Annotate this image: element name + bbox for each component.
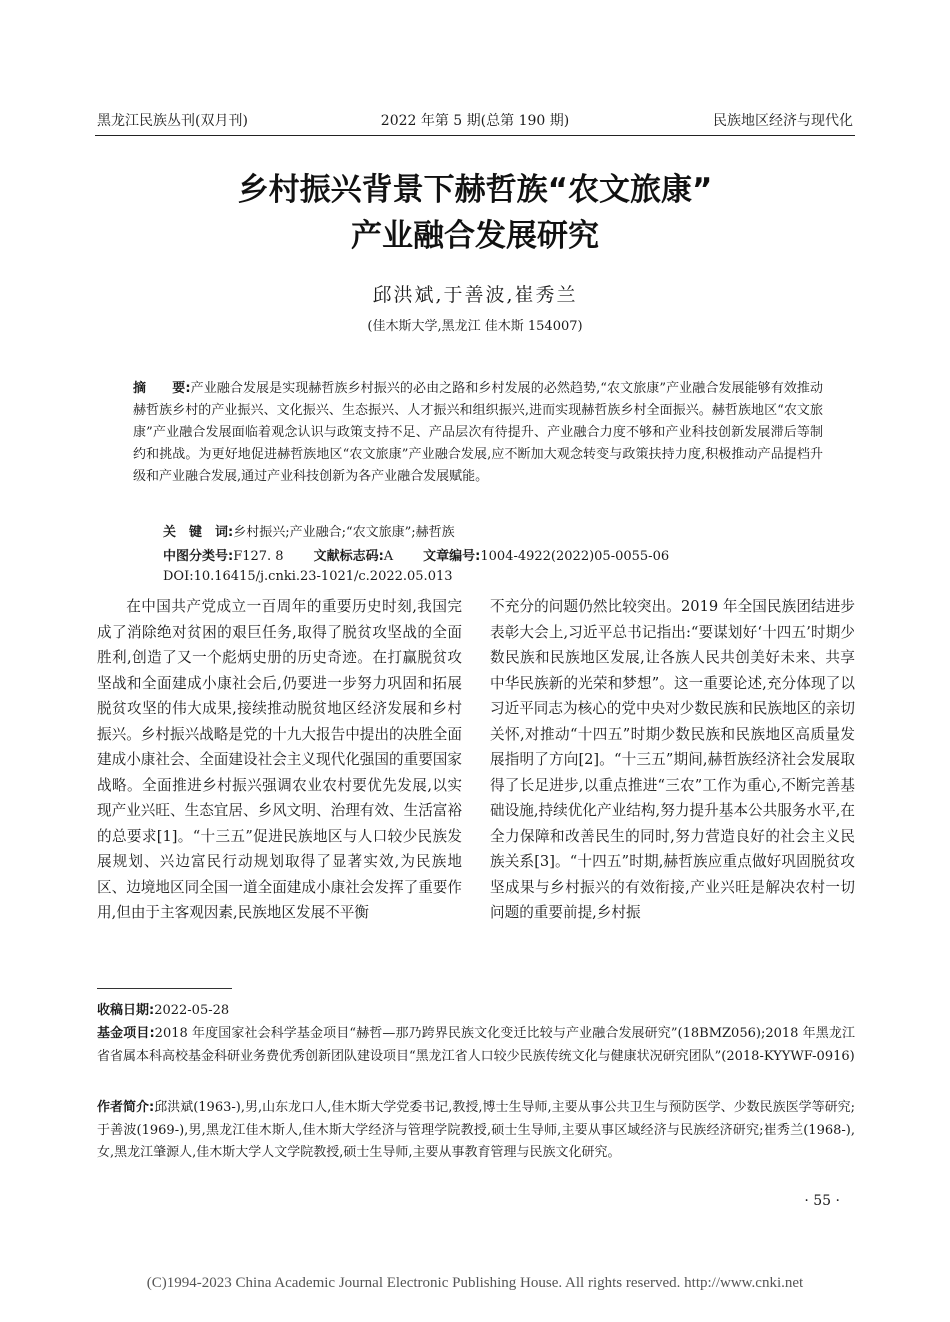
article-number-value: 1004-4922(2022)05-0055-06	[480, 549, 670, 564]
page-number: · 55 ·	[804, 1193, 840, 1209]
body-column-right: 不充分的问题仍然比较突出。2019 年全国民族团结进步表彰大会上,习近平总书记指出:“要谋划好‘十四五’时期少数民族和民族地区发展,让各族人民共创美好未来、共享中华民族新的光荣和梦想”。这一重要论述,充分体现了以习近平同志为核心的党中央对少数民族和民族地区的亲切关怀,对推动“十四五”时期少数民族和民族地区高质量发展指明了方向[2]。“十三五”期间,赫哲族经济社会发展取得了长足进步,以重点推进“三农”工作为重心,不断完善基础设施,持续优化产业结构,努力提升基本公共服务水平,在全力保障和改善民生的同时,努力营造良好的社会主义民族关系[3]。“十四五”时期,赫哲族应重点做好巩固脱贫攻坚成果与乡村振兴的有效衔接,产业兴旺是解决农村一切问题的重要前提,乡村振	[490, 598, 855, 921]
fund-label: 基金项目:	[97, 1026, 155, 1041]
fund-text: 2018 年度国家社会科学基金项目“赫哲—那乃跨界民族文化变迁比较与产业融合发展研究”(18BMZ056);2018 年黑龙江省省属本科高校基金科研业务费优秀创新团队建设项目“黑龙江省人口较少民族传统文化与健康状况研究团队”(2018-KYYWF-0916)	[97, 1026, 855, 1064]
bio-label: 作者简介:	[97, 1100, 155, 1115]
received-label: 收稿日期:	[97, 1003, 155, 1018]
classification-info	[163, 545, 699, 564]
keywords	[163, 521, 455, 540]
fund-info	[97, 1023, 855, 1068]
doc-code-label: 文献标志码:	[313, 549, 384, 564]
copyright-notice: (C)1994-2023 China Academic Journal Electronic Publishing House. All rights reserved. http://www.cnki.net	[146, 1275, 804, 1291]
title-line-2: 产业融合发展研究	[351, 218, 599, 254]
doc-code-value: A	[383, 549, 394, 564]
bio-text: 邱洪斌(1963-),男,山东龙口人,佳木斯大学党委书记,教授,博士生导师,主要从事公共卫生与预防医学、少数民族医学等研究;于善波(1969-),男,黑龙江佳木斯人,佳木斯大学经济与管理学院教授,硕士生导师,主要从事区域经济与民族经济研究;崔秀兰(1968-),女,黑龙江肇源人,佳木斯大学人文学院教授,硕士生导师,主要从事教育管理与民族文化研究。	[97, 1100, 855, 1160]
keywords-text: 乡村振兴;产业融合;“农文旅康”;赫哲族	[233, 525, 455, 540]
keywords-label: 关 键 词:	[163, 525, 234, 540]
affiliation: (佳木斯大学,黑龙江 佳木斯 154007)	[367, 319, 583, 334]
received-value: 2022-05-28	[154, 1003, 230, 1018]
header-rule	[95, 135, 855, 136]
abstract-label: 摘 要:	[133, 381, 191, 396]
section-name: 民族地区经济与现代化	[713, 113, 853, 129]
clc-value: F127. 8	[233, 549, 284, 564]
journal-name: 黑龙江民族丛刊(双月刊)	[97, 113, 248, 129]
issue-info: 2022 年第 5 期(总第 190 期)	[380, 113, 570, 129]
article-number-label: 文章编号:	[423, 549, 481, 564]
title-line-1: 乡村振兴背景下赫哲族“农文旅康”	[237, 172, 713, 208]
abstract	[133, 378, 823, 488]
footnote-rule	[97, 988, 232, 989]
authors: 邱洪斌,于善波,崔秀兰	[372, 284, 578, 306]
author-bio	[97, 1097, 855, 1165]
body-column-left: 在中国共产党成立一百周年的重要历史时刻,我国完成了消除绝对贫困的艰巨任务,取得了脱贫攻坚战的全面胜利,创造了又一个彪炳史册的历史奇迹。在打赢脱贫攻坚战和全面建成小康社会后,仍要进一步努力巩固和拓展脱贫攻坚的伟大成果,接续推动脱贫地区经济发展和乡村振兴。乡村振兴战略是党的十九大报告中提出的决胜全面建成小康社会、全面建设社会主义现代化强国的重要国家战略。全面推进乡村振兴强调农业农村要优先发展,以实现产业兴旺、生态宜居、乡风文明、治理有效、生活富裕的总要求[1]。“十三五”促进民族地区与人口较少民族发展规划、兴边富民行动规划取得了显著实效,为民族地区、边境地区同全国一道全面建成小康社会发挥了重要作用,但由于主客观因素,民族地区发展不平衡	[97, 598, 462, 921]
doi: DOI:10.16415/j.cnki.23-1021/c.2022.05.013	[163, 569, 453, 584]
clc-label: 中图分类号:	[163, 549, 234, 564]
abstract-text: 产业融合发展是实现赫哲族乡村振兴的必由之路和乡村发展的必然趋势,“农文旅康”产业融合发展能够有效推动赫哲族乡村的产业振兴、文化振兴、生态振兴、人才振兴和组织振兴,进而实现赫哲族乡村全面振兴。赫哲族地区“农文旅康”产业融合发展面临着观念认识与政策支持不足、产品层次有待提升、产业融合力度不够和产业科技创新发展滞后等制约和挑战。为更好地促进赫哲族地区“农文旅康”产业融合发展,应不断加大观念转变与政策扶持力度,积极推动产品提档升级和产业融合发展,通过产业科技创新为各产业融合发展赋能。	[133, 381, 823, 484]
received-date	[97, 1000, 855, 1023]
